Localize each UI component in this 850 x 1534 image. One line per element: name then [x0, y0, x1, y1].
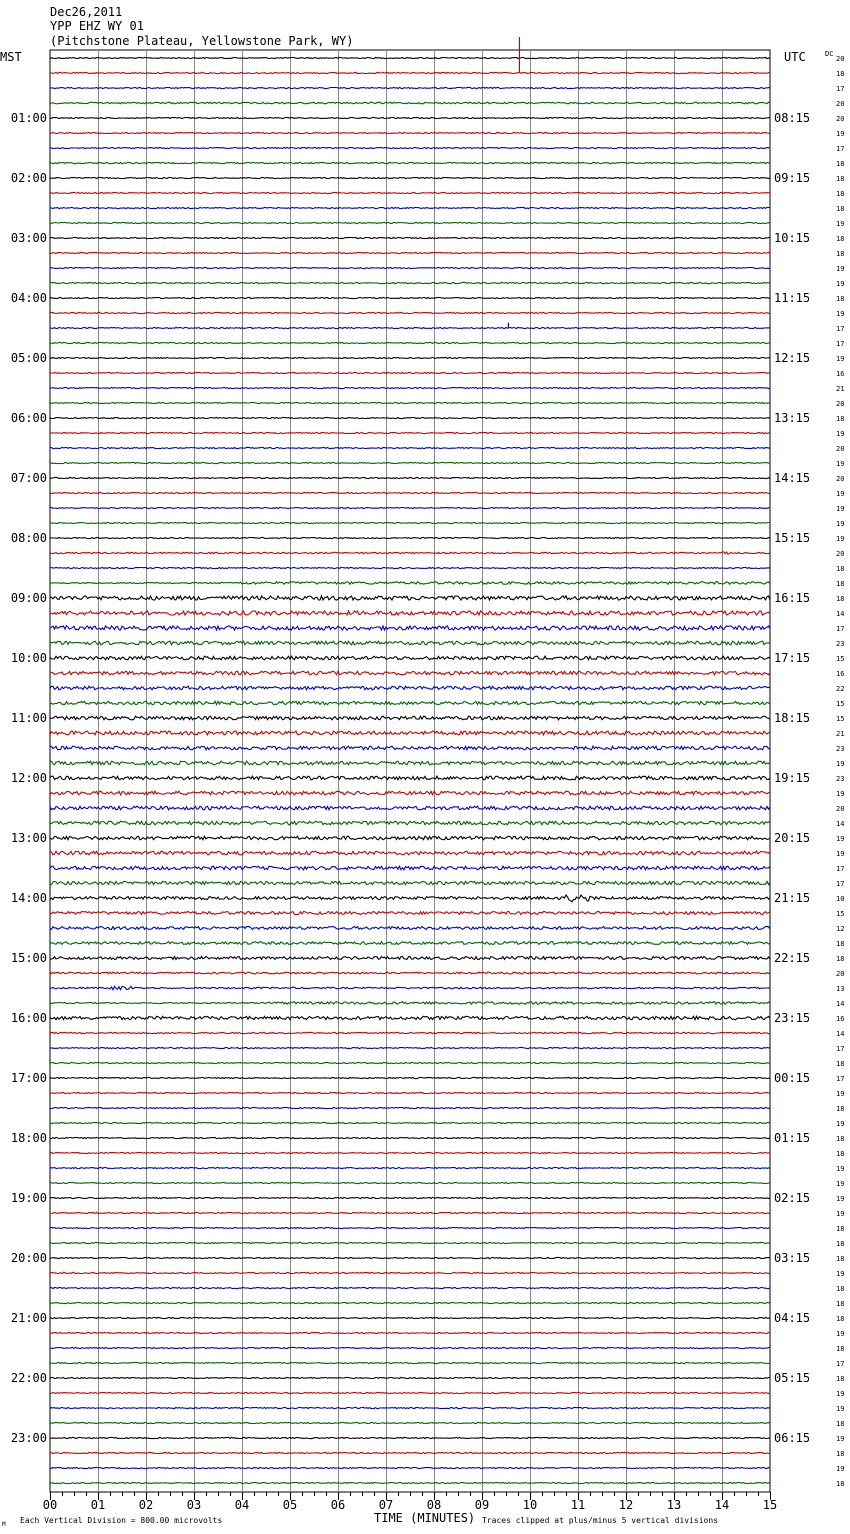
dc-offset-value: 19 — [836, 1390, 845, 1398]
seismic-trace — [50, 1107, 770, 1108]
mst-hour-label: 03:00 — [10, 231, 47, 245]
mst-hour-label: 16:00 — [10, 1011, 47, 1025]
seismic-trace — [50, 552, 770, 554]
dc-offset-value: 19 — [836, 130, 845, 138]
dc-offset-value: 17 — [836, 325, 845, 333]
seismic-trace — [50, 927, 770, 930]
seismic-trace — [50, 957, 770, 960]
chart-location: (Pitchstone Plateau, Yellowstone Park, WY) — [50, 34, 354, 48]
dc-offset-value: 15 — [836, 655, 845, 663]
dc-offset-value: 19 — [836, 760, 845, 768]
dc-offset-value: 14 — [836, 1000, 845, 1008]
seismic-trace — [50, 912, 770, 915]
seismic-trace — [50, 312, 770, 313]
seismic-trace — [50, 1047, 770, 1048]
dc-offset-value: 20 — [836, 100, 845, 108]
plot-frame — [50, 50, 770, 1492]
x-tick-label: 00 — [42, 1498, 58, 1512]
chart-station-title: YPP EHZ WY 01 — [50, 19, 144, 33]
seismic-trace — [50, 477, 770, 478]
utc-hour-label: 21:15 — [774, 891, 811, 905]
dc-offset-value: 19 — [836, 1435, 845, 1443]
dc-offset-value: 18 — [836, 1240, 845, 1248]
seismic-trace — [50, 102, 770, 104]
mst-hour-label: 09:00 — [10, 591, 47, 605]
seismic-trace — [50, 1362, 770, 1363]
dc-offset-value: 13 — [836, 985, 845, 993]
seismic-trace — [50, 57, 770, 58]
seismic-trace — [50, 656, 770, 660]
dc-offset-value: 19 — [836, 280, 845, 288]
scale-note: Each Vertical Division = 800.00 microvolts — [20, 1516, 223, 1525]
seismic-trace — [50, 1347, 770, 1348]
dc-offset-value: 14 — [836, 1030, 845, 1038]
seismic-trace — [50, 282, 770, 283]
dc-offset-value: 20 — [836, 805, 845, 813]
seismic-trace — [50, 851, 770, 855]
seismic-trace — [50, 746, 770, 750]
dc-offset-value: 19 — [836, 1195, 845, 1203]
seismic-trace — [50, 132, 770, 133]
dc-offset-value: 17 — [836, 1075, 845, 1083]
seismic-trace — [50, 1407, 770, 1408]
mst-hour-label: 12:00 — [10, 771, 47, 785]
dc-offset-value: 19 — [836, 1210, 845, 1218]
x-tick-label: 07 — [378, 1498, 394, 1512]
dc-offset-value: 16 — [836, 370, 845, 378]
seismic-trace — [50, 87, 770, 88]
seismic-trace — [50, 596, 770, 600]
seismic-trace — [50, 791, 770, 795]
dc-offset-value: 16 — [836, 670, 845, 678]
dc-offset-value: 19 — [836, 265, 845, 273]
seismic-trace — [50, 1317, 770, 1318]
seismic-trace — [50, 626, 770, 630]
utc-hour-label: 15:15 — [774, 531, 811, 545]
dc-offset-value: 19 — [836, 1405, 845, 1413]
seismic-trace — [50, 222, 770, 223]
dc-offset-value: 18 — [836, 595, 845, 603]
dc-offset-value: 19 — [836, 220, 845, 228]
seismic-trace — [50, 1302, 770, 1303]
clip-note: Traces clipped at plus/minus 5 vertical divisions — [482, 1516, 719, 1525]
dc-offset-value: 19 — [836, 850, 845, 858]
dc-offset-value: 18 — [836, 565, 845, 573]
x-tick-label: 14 — [714, 1498, 730, 1512]
utc-hour-labels — [774, 111, 810, 1445]
dc-offset-value: 15 — [836, 715, 845, 723]
mst-hour-label: 21:00 — [10, 1311, 47, 1325]
dc-offset-value: 18 — [836, 1480, 845, 1488]
utc-hour-label: 13:15 — [774, 411, 811, 425]
dc-offset-value: 18 — [836, 1105, 845, 1113]
x-tick-label: 12 — [618, 1498, 634, 1512]
dc-offset-value: 10 — [836, 895, 845, 903]
dc-offset-value: 20 — [836, 475, 845, 483]
seismic-trace — [50, 1092, 770, 1093]
chart-date: Dec26,2011 — [50, 5, 123, 19]
dc-offset-value: 19 — [836, 1165, 845, 1173]
seismic-trace — [50, 537, 770, 538]
dc-offset-value: 17 — [836, 625, 845, 633]
dc-offset-value: 18 — [836, 295, 845, 303]
seismic-trace — [50, 1062, 770, 1063]
mst-hour-label: 04:00 — [10, 291, 47, 305]
dc-offset-value: 18 — [836, 1285, 845, 1293]
left-axis-label: MST — [0, 50, 22, 64]
dc-offset-value: 14 — [836, 610, 845, 618]
utc-hour-label: 01:15 — [774, 1131, 811, 1145]
utc-hour-label: 09:15 — [774, 171, 811, 185]
mst-hour-label: 17:00 — [10, 1071, 47, 1085]
x-tick-label: 10 — [522, 1498, 538, 1512]
plot-grid — [50, 50, 770, 1492]
x-tick-label: 04 — [234, 1498, 250, 1512]
dc-offset-value: 19 — [836, 430, 845, 438]
seismic-trace — [50, 1257, 770, 1258]
seismic-trace — [50, 1122, 770, 1123]
utc-hour-label: 08:15 — [774, 111, 811, 125]
mst-hour-label: 13:00 — [10, 831, 47, 845]
dc-offset-value: 21 — [836, 385, 845, 393]
utc-hour-label: 05:15 — [774, 1371, 811, 1385]
mst-hour-label: 06:00 — [10, 411, 47, 425]
seismic-trace — [50, 492, 770, 493]
utc-hour-label: 06:15 — [774, 1431, 811, 1445]
seismic-trace — [50, 252, 770, 253]
seismic-trace — [50, 731, 770, 735]
dc-offset-value: 19 — [836, 460, 845, 468]
seismic-trace — [50, 1452, 770, 1453]
seismic-trace — [50, 567, 770, 568]
trace-group — [50, 37, 770, 1484]
dc-offset-value: 19 — [836, 1090, 845, 1098]
dc-offset-value: 19 — [836, 355, 845, 363]
dc-offset-value: 18 — [836, 1225, 845, 1233]
seismic-trace — [50, 357, 770, 358]
dc-offset-value: 18 — [836, 160, 845, 168]
x-tick-label: 01 — [90, 1498, 106, 1512]
seismic-trace — [50, 611, 770, 615]
dc-offset-value: 20 — [836, 115, 845, 123]
right-axis-label: UTC — [784, 50, 806, 64]
dc-offset-value: 17 — [836, 145, 845, 153]
dc-offset-value: 22 — [836, 685, 845, 693]
dc-offset-value: 12 — [836, 925, 845, 933]
seismic-trace — [50, 1032, 770, 1033]
x-tick-label: 02 — [138, 1498, 154, 1512]
seismic-trace — [50, 686, 770, 690]
seismic-trace — [50, 866, 770, 870]
utc-hour-label: 23:15 — [774, 1011, 811, 1025]
seismic-trace — [50, 387, 770, 388]
seismic-trace — [50, 342, 770, 343]
dc-offset-labels — [836, 55, 844, 1488]
utc-hour-label: 00:15 — [774, 1071, 811, 1085]
seismic-trace — [50, 1392, 770, 1393]
seismic-trace — [50, 1242, 770, 1243]
dc-offset-value: 18 — [836, 1450, 845, 1458]
seismic-trace — [50, 582, 770, 585]
utc-hour-label: 04:15 — [774, 1311, 811, 1325]
corner-mark: M — [2, 1521, 6, 1528]
dc-offset-value: 18 — [836, 205, 845, 213]
seismic-trace — [50, 641, 770, 645]
mst-hour-label: 08:00 — [10, 531, 47, 545]
dc-offset-value: 15 — [836, 910, 845, 918]
mst-hour-label: 10:00 — [10, 651, 47, 665]
dc-offset-value: 21 — [836, 730, 845, 738]
seismic-trace — [50, 1197, 770, 1198]
x-tick-label: 08 — [426, 1498, 442, 1512]
seismic-trace — [50, 1482, 770, 1483]
dc-offset-value: 19 — [836, 505, 845, 513]
dc-offset-value: 17 — [836, 1360, 845, 1368]
mst-hour-label: 07:00 — [10, 471, 47, 485]
mst-hour-label: 22:00 — [10, 1371, 47, 1385]
dc-offset-value: 19 — [836, 490, 845, 498]
seismic-trace — [50, 776, 770, 780]
seismic-trace — [50, 507, 770, 508]
utc-hour-label: 11:15 — [774, 291, 811, 305]
seismic-trace — [50, 1422, 770, 1423]
dc-offset-value: 23 — [836, 745, 845, 753]
x-tick-label: 11 — [570, 1498, 586, 1512]
seismic-trace — [50, 1137, 770, 1138]
utc-hour-label: 02:15 — [774, 1191, 811, 1205]
dc-offset-value: 18 — [836, 1255, 845, 1263]
seismic-trace — [50, 327, 770, 328]
seismic-trace — [50, 1167, 770, 1168]
x-tick-label: 05 — [282, 1498, 298, 1512]
utc-hour-label: 12:15 — [774, 351, 811, 365]
dc-offset-value: 19 — [836, 310, 845, 318]
dc-offset-value: 19 — [836, 1465, 845, 1473]
mst-hour-label: 05:00 — [10, 351, 47, 365]
dc-offset-value: 18 — [836, 70, 845, 78]
x-tick-label: 15 — [762, 1498, 778, 1512]
seismic-trace — [50, 72, 770, 73]
seismic-trace — [50, 147, 770, 148]
utc-hour-label: 18:15 — [774, 711, 811, 725]
dc-offset-value: 18 — [836, 1150, 845, 1158]
dc-offset-value: 18 — [836, 415, 845, 423]
seismic-trace — [50, 522, 770, 523]
seismic-trace — [50, 701, 770, 704]
seismic-trace — [50, 881, 770, 884]
seismic-trace — [50, 821, 770, 825]
seismic-trace — [50, 462, 770, 463]
x-tick-label: 09 — [474, 1498, 490, 1512]
dc-offset-value: 17 — [836, 85, 845, 93]
utc-hour-label: 03:15 — [774, 1251, 811, 1265]
dc-offset-value: 17 — [836, 1045, 845, 1053]
mst-hour-label: 14:00 — [10, 891, 47, 905]
mst-hour-label: 19:00 — [10, 1191, 47, 1205]
seismic-trace — [50, 716, 770, 720]
dc-offset-value: 19 — [836, 1180, 845, 1188]
dc-offset-value: 18 — [836, 940, 845, 948]
seismic-trace — [50, 806, 770, 810]
dc-offset-value: 19 — [836, 1330, 845, 1338]
seismic-trace — [50, 1437, 770, 1438]
dc-offset-value: 18 — [836, 1060, 845, 1068]
mst-hour-label: 18:00 — [10, 1131, 47, 1145]
dc-offset-value: 18 — [836, 955, 845, 963]
dc-offset-value: 18 — [836, 1315, 845, 1323]
seismic-trace — [50, 267, 770, 268]
mst-hour-label: 02:00 — [10, 171, 47, 185]
mst-hour-label: 01:00 — [10, 111, 47, 125]
dc-offset-value: 18 — [836, 1420, 845, 1428]
dc-offset-value: 20 — [836, 550, 845, 558]
seismic-trace — [50, 972, 770, 974]
dc-offset-value: 17 — [836, 880, 845, 888]
dc-offset-value: 19 — [836, 520, 845, 528]
seismic-trace — [50, 895, 770, 902]
seismic-trace — [50, 836, 770, 840]
seismic-trace — [50, 207, 770, 208]
seismic-trace — [50, 417, 770, 418]
seismic-trace — [50, 177, 770, 178]
dc-offset-value: 18 — [836, 190, 845, 198]
dc-offset-value: 19 — [836, 790, 845, 798]
seismic-trace — [50, 1152, 770, 1153]
utc-hour-label: 16:15 — [774, 591, 811, 605]
x-axis-title: TIME (MINUTES) — [374, 1511, 476, 1525]
seismic-trace — [50, 297, 770, 298]
dc-offset-value: 18 — [836, 580, 845, 588]
seismic-trace — [50, 1016, 770, 1019]
mst-hour-label: 23:00 — [10, 1431, 47, 1445]
utc-hour-label: 20:15 — [774, 831, 811, 845]
dc-offset-value: 14 — [836, 820, 845, 828]
seismic-trace — [50, 192, 770, 193]
dc-offset-value: 23 — [836, 640, 845, 648]
dc-offset-value: 18 — [836, 235, 845, 243]
dc-offset-value: 18 — [836, 175, 845, 183]
seismic-trace — [50, 1212, 770, 1213]
dc-offset-value: 20 — [836, 400, 845, 408]
dc-offset-value: 20 — [836, 445, 845, 453]
seismic-trace — [50, 372, 770, 373]
mst-hour-label: 11:00 — [10, 711, 47, 725]
seismic-trace — [50, 162, 770, 163]
utc-hour-label: 10:15 — [774, 231, 811, 245]
seismic-trace — [50, 1077, 770, 1078]
x-tick-label: 03 — [186, 1498, 202, 1512]
dc-offset-value: 18 — [836, 250, 845, 258]
utc-hour-label: 19:15 — [774, 771, 811, 785]
x-tick-label: 06 — [330, 1498, 346, 1512]
dc-offset-value: 19 — [836, 535, 845, 543]
seismic-trace — [50, 237, 770, 238]
dc-label: DC — [825, 50, 834, 58]
seismic-trace — [50, 671, 770, 675]
seismic-trace — [50, 1332, 770, 1333]
seismic-trace — [50, 761, 770, 765]
dc-offset-value: 18 — [836, 1345, 845, 1353]
dc-offset-value: 19 — [836, 1270, 845, 1278]
seismic-trace — [50, 1467, 770, 1468]
seismic-trace — [50, 1182, 770, 1183]
dc-offset-value: 18 — [836, 1135, 845, 1143]
utc-hour-label: 22:15 — [774, 951, 811, 965]
dc-offset-value: 18 — [836, 1375, 845, 1383]
seismic-trace — [50, 1002, 770, 1005]
utc-hour-label: 17:15 — [774, 651, 811, 665]
dc-offset-value: 15 — [836, 700, 845, 708]
seismic-trace — [50, 432, 770, 433]
seismic-trace — [50, 1227, 770, 1228]
mst-hour-label: 15:00 — [10, 951, 47, 965]
mst-hour-labels — [11, 111, 47, 1445]
seismic-trace — [50, 1287, 770, 1288]
seismic-trace — [50, 402, 770, 403]
seismic-trace — [50, 1377, 770, 1378]
dc-offset-value: 23 — [836, 775, 845, 783]
seismic-trace — [50, 117, 770, 118]
mst-hour-label: 20:00 — [10, 1251, 47, 1265]
dc-offset-value: 20 — [836, 970, 845, 978]
seismic-trace — [50, 986, 770, 990]
seismic-trace — [50, 942, 770, 945]
seismic-trace — [50, 447, 770, 448]
dc-offset-value: 19 — [836, 1120, 845, 1128]
dc-offset-value: 20 — [836, 55, 845, 63]
dc-offset-value: 19 — [836, 835, 845, 843]
x-tick-label: 13 — [666, 1498, 682, 1512]
utc-hour-label: 14:15 — [774, 471, 811, 485]
dc-offset-value: 16 — [836, 1015, 845, 1023]
seismic-trace — [50, 1272, 770, 1273]
dc-offset-value: 17 — [836, 865, 845, 873]
dc-offset-value: 17 — [836, 340, 845, 348]
dc-offset-value: 18 — [836, 1300, 845, 1308]
x-axis — [43, 1492, 777, 1512]
